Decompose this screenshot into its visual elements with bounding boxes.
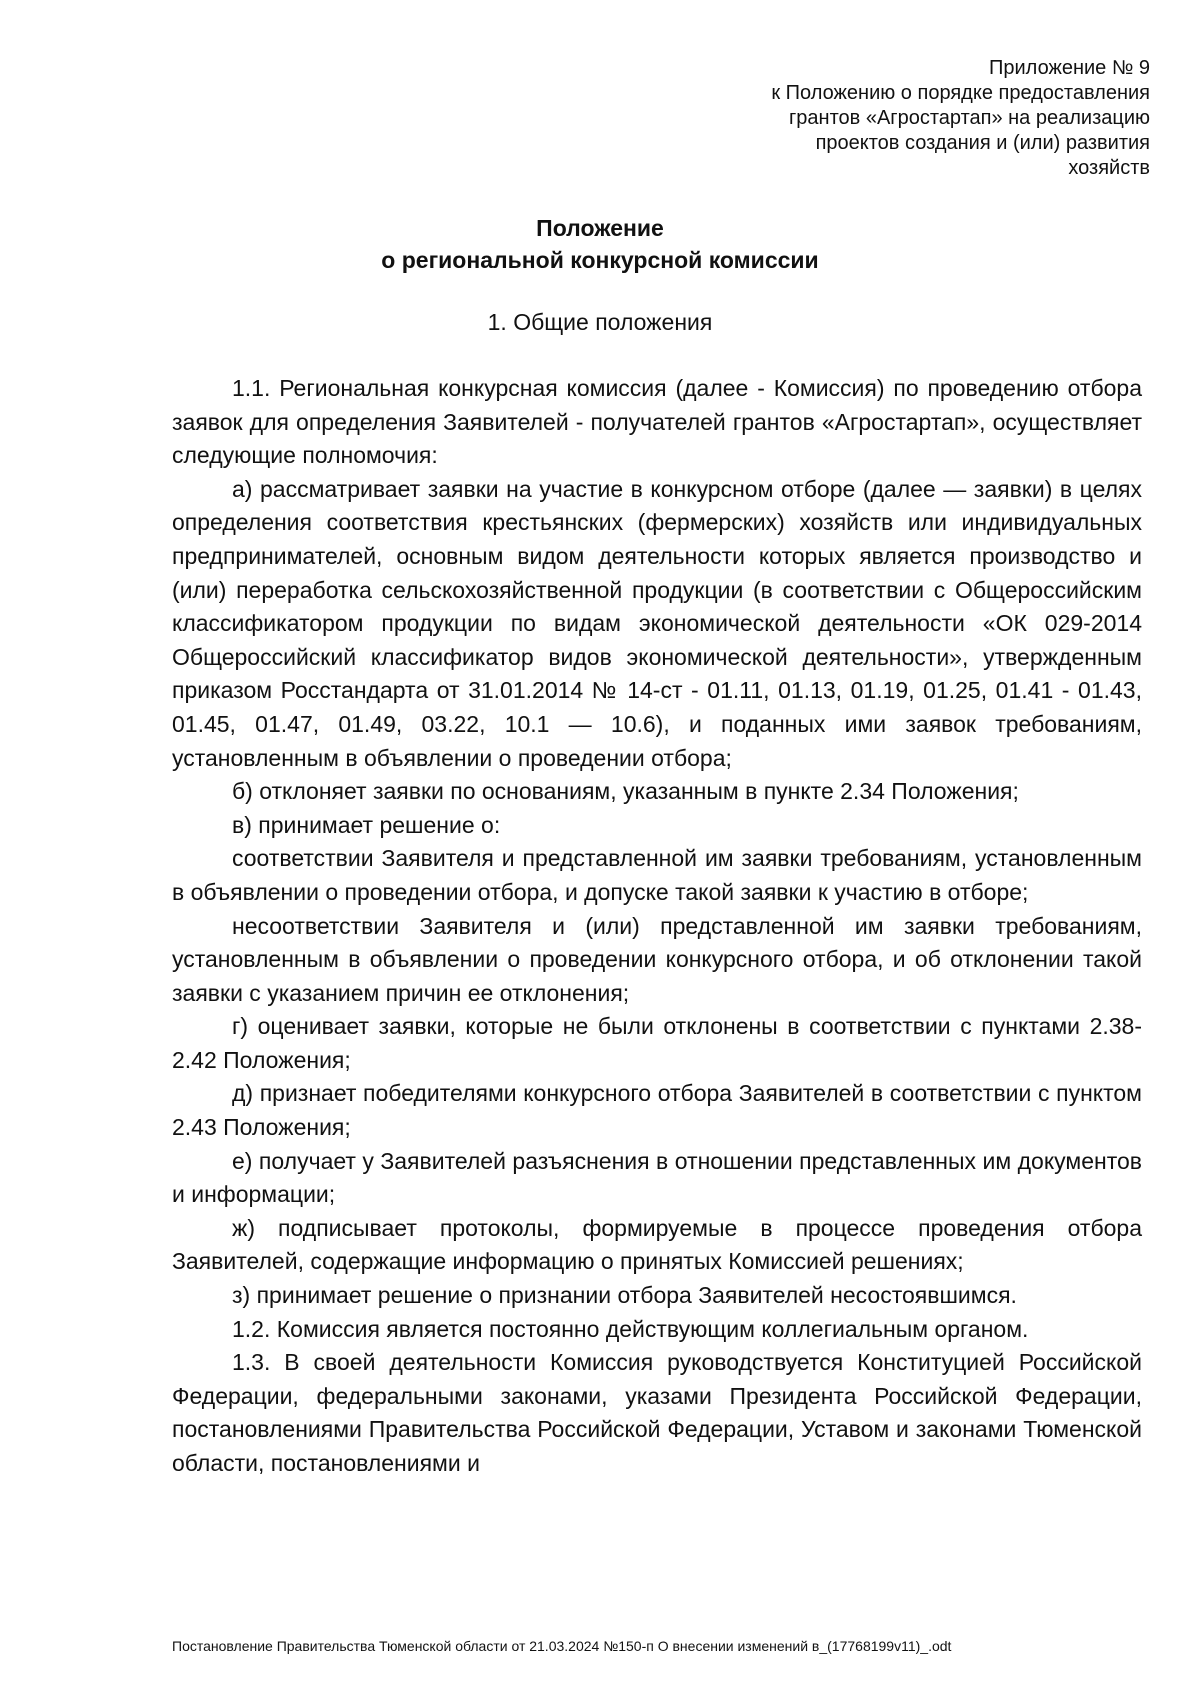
paragraph-item-v-1: соответствии Заявителя и представленной им заявки требованиям, установленным в объявлении о проведении отбора, и допуске такой заявки к участию в отборе; bbox=[172, 845, 1142, 905]
title-line-2: о региональной конкурсной комиссии bbox=[381, 247, 819, 273]
paragraph-item-e: е) получает у Заявителей разъяснения в отношении представленных им документов и информации; bbox=[172, 1147, 1142, 1208]
annex-line: грантов «Агростартап» на реализацию bbox=[789, 107, 1150, 129]
paragraph-item-g: г) оценивает заявки, которые не были отклонены в соответствии с пунктами 2.38- 2.42 Положения; bbox=[172, 1013, 1142, 1073]
annex-line: Приложение № 9 bbox=[989, 57, 1150, 79]
title-line-1: Положение bbox=[536, 215, 664, 241]
paragraph-item-v: в) принимает решение о: bbox=[232, 811, 501, 838]
paragraph-item-zh: ж) подписывает протоколы, формируемые в процессе проведения отбора Заявителей, содержащие информацию о принятых Комиссией решениях; bbox=[172, 1214, 1142, 1275]
paragraph-item-b: б) отклоняет заявки по основаниям, указанным в пункте 2.34 Положения; bbox=[232, 778, 1019, 805]
annex-header bbox=[690, 56, 1150, 181]
annex-line: к Положению о порядке предоставления bbox=[771, 82, 1150, 104]
section-heading: 1. Общие положения bbox=[487, 309, 713, 335]
paragraph-item-z: з) принимает решение о признании отбора Заявителей несостоявшимся. bbox=[232, 1282, 1017, 1309]
paragraph-item-a: а) рассматривает заявки на участие в конкурсном отборе (далее — заявки) в целях определения соответствия крестьянских (фермерских) хозяйств или индивидуальных предпринимателей, основным видом деятельности которых является производство и (или) переработка сельскохозяйственной продукции (в соответствии с Общероссийским классификатором продукции по видам экономической деятельности «ОК 029-2014 Общероссийский классификатор видов экономической деятельности», утвержденным приказом Росстандарта от 31.01.2014 № 14-ст - 01.11, 01.13, 01.19, 01.25, 01.41 - 01.43, 01.45, 01.47, 01.49, 03.22, 10.1 — 10.6), и поданных ими заявок требованиям, установленным в объявлении о проведении отбора; bbox=[172, 475, 1142, 771]
document-footer: Постановление Правительства Тюменской области от 21.03.2024 №150-п О внесении изменений в_(17768199v11)_.odt bbox=[172, 1638, 952, 1654]
annex-line: хозяйств bbox=[1068, 157, 1150, 179]
paragraph-1-2: 1.2. Комиссия является постоянно действующим коллегиальным органом. bbox=[232, 1315, 1029, 1342]
paragraph-item-v-2: несоответствии Заявителя и (или) представленной им заявки требованиям, установленным в объявлении о проведении конкурсного отбора, и об отклонении такой заявки с указанием причин ее отклонения; bbox=[172, 912, 1142, 1006]
paragraph-1-1: 1.1. Региональная конкурсная комиссия (далее - Комиссия) по проведению отбора заявок для определения Заявителей - получателей грантов «Агростартап», осуществляет следующие полномочия: bbox=[172, 375, 1142, 469]
annex-line: проектов создания и (или) развития bbox=[815, 132, 1150, 154]
document-body bbox=[172, 372, 1142, 1481]
document-title bbox=[0, 212, 1200, 276]
paragraph-1-3: 1.3. В своей деятельности Комиссия руководствуется Конституцией Российской Федерации, федеральными законами, указами Президента Российской Федерации, постановлениями Правительства Российской Федерации, Уставом и законами Тюменской области, постановлениями и bbox=[172, 1349, 1142, 1476]
paragraph-item-d: д) признает победителями конкурсного отбора Заявителей в соответствии с пунктом 2.43 Положения; bbox=[172, 1080, 1142, 1141]
